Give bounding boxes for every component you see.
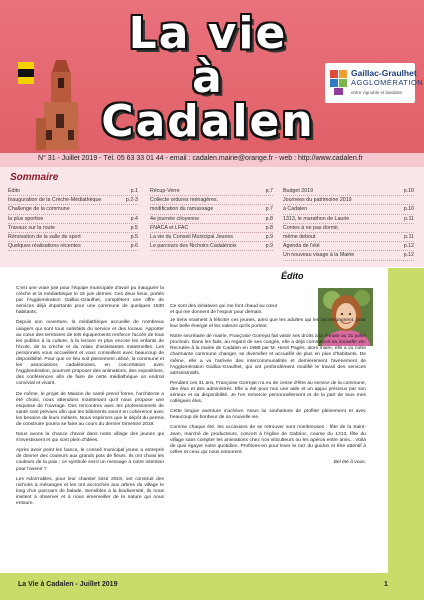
toc-entry-page <box>412 224 414 232</box>
toc-entry <box>8 187 138 196</box>
toc-entry-page: p.2-3 <box>125 197 138 204</box>
toc-entry <box>8 224 138 233</box>
toc-entry <box>8 242 138 251</box>
toc-entry <box>283 205 414 214</box>
toc-entry-page: p.7 <box>265 188 273 194</box>
toc-entry-page: p.1 <box>130 188 138 194</box>
title-line-2: à <box>192 52 224 103</box>
toc-column-3 <box>283 187 414 261</box>
edito-paragraph: Comme chaque été, les occasions de se retrouver sont nombreuses : fête de la Saint-Jean, marché de producteurs, concert à l'église de Gabrioc, course du 1313, fête du village sans compter les animations chez nos viticulteurs ou les apéros entre amis... Voilà de quoi égayer notre quotidien. Profitons-en pour lever le nez du guidon et être attentif à celles et ceux qui nous entourent. <box>170 425 366 455</box>
toc-entry-page: p.8 <box>265 215 273 222</box>
toc-entry <box>283 251 414 260</box>
toc-entry-label: à Cadalen <box>283 206 308 213</box>
edito-right-intro: Ce sont des initiatives qui me font chaud au cœur et qui me donnent de l'espoir pour demain. <box>170 304 278 316</box>
toc-entry <box>8 196 138 205</box>
toc-entry <box>283 196 414 205</box>
table-of-contents <box>0 167 424 267</box>
toc-entry-page: p.7 <box>265 206 273 213</box>
toc-entry-page: p.10 <box>403 206 414 213</box>
toc-entry-page <box>271 196 273 204</box>
title-line-1: La vie <box>128 8 288 59</box>
agglo-mark-icon <box>329 68 349 96</box>
toc-entry <box>150 196 273 205</box>
edito-paragraph: Depuis son ouverture, la médiathèque accueille de nombreux usagers qui sont tous satisfaits du service et des locaux. Apporter au cœur des territoires de tels équipements renforce l'accès de tous les publics à la culture, à la lecture et plus encore les enfants de l'école, de la crèche et du relais d'assistantes maternelles. Les personnels vous accueillent et vous conseillent avec beaucoup de disponibilité. Pour que ce lieu soit pleinement utilisé, la commune et les associations cadalénoises, en concertation avec l'Agglomération, pourront proposer des animations, des expositions, des conférences afin de faire de cette médiathèque un endroit convivial et vivant. <box>16 320 164 387</box>
edito-left-column <box>16 286 164 511</box>
toc-entry <box>150 224 273 233</box>
toc-entry-label: 4e journée citoyenne <box>150 215 200 222</box>
footer-title: La Vie à Cadalen - Juillet 2019 <box>18 581 118 588</box>
toc-entry-page: p.10 <box>403 188 414 194</box>
toc-column-2 <box>150 187 273 251</box>
toc-entry-label: 1313, le marathon de Laurie <box>283 215 350 222</box>
toc-entry-label: Récup-Verre <box>150 188 180 194</box>
logo-tagline: entre vignoble et bastides <box>351 90 403 95</box>
title-line-3: Cadalen <box>101 96 315 147</box>
toc-entry-label: Inauguration de la Crèche-Médiathèque <box>8 197 102 204</box>
issue-info-text: N° 31 - Juillet 2019 - Tél. 05 63 33 01 44 - email : cadalen.mairie@orange.fr - web : http://www.cadalen.fr <box>38 155 363 162</box>
toc-entry-label: modification du ramassage <box>150 206 214 213</box>
edito-paragraph: Nous avons la chance d'avoir dans notre village des jeunes qui s'investissent et qui sont plein d'idées. <box>16 432 164 444</box>
toc-entry <box>283 242 414 251</box>
edito-paragraph: Cette longue aventure s'achève. Nous lui souhaitons de profiter pleinement et avec beaucoup de bonheur de sa nouvelle vie. <box>170 409 366 421</box>
toc-entry-page: p.5 <box>130 233 138 240</box>
edito-signature: Bel été à vous. <box>333 459 366 465</box>
toc-entry <box>150 187 273 196</box>
edito-section <box>0 268 424 573</box>
toc-entry-page: p.5 <box>130 224 138 231</box>
toc-entry-label: Un nouveau visage à la Mairie <box>283 252 355 259</box>
toc-entry-label: Travaux sur la route <box>8 224 55 231</box>
edito-paragraph: Pendant ces 31 ans, Françoise Gorrejat n'a eu de cesse d'être au service de la commune, des élus et des administrés. Elle a été pour moi une aide et un appui précieux par son sérieux et sa disponibilité. Je l'en remercie personnellement et de la part de tous mes collègues élus. <box>170 380 366 405</box>
toc-entry-page <box>136 205 138 213</box>
toc-entry <box>283 215 414 224</box>
edito-paragraph: Je tiens vraiment à féliciter ces jeunes, ainsi que les adultes qui les accompagnent, pour leur belle énergie et les valeurs qu'ils portent. <box>170 318 366 330</box>
coat-of-arms-icon <box>18 62 34 84</box>
green-side-band <box>388 268 424 573</box>
masthead <box>0 0 424 153</box>
toc-entry-label: Agenda de l'été <box>283 243 320 250</box>
edito-heading: Édito <box>281 271 304 281</box>
toc-entry-label: Contes à ne pas dormir, <box>283 224 340 231</box>
toc-entry <box>8 205 138 214</box>
issue-info-bar <box>0 153 424 167</box>
toc-entry <box>8 215 138 224</box>
toc-entry-page: p.9 <box>265 243 273 250</box>
toc-title: Sommaire <box>10 172 59 183</box>
toc-entry <box>150 215 273 224</box>
toc-entry-label: Collecte ordures ménagères, <box>150 197 219 204</box>
toc-entry <box>283 233 414 242</box>
toc-entry-label: Quelques réalisations récentes <box>8 243 81 250</box>
edito-right-column <box>170 318 366 470</box>
toc-entry-page: p.4 <box>130 215 138 222</box>
logo-line-2: AGGLOMÉRATION <box>351 78 424 87</box>
toc-entry-page: p.9 <box>265 233 273 240</box>
edito-paragraph: C'est une vraie joie pour l'équipe municipale d'avoir pu inaugurer la crèche et la médiathèque le 15 juin dernier. Ces deux lieux, portés par l'Agglomération Gaillac-Graulhet, complètent une offre de services déjà importante pour une commune de quelques 1530 habitants. <box>16 286 164 316</box>
toc-entry-label: la plus sportive <box>8 215 44 222</box>
edito-paragraph: De même, le projet de Maison de santé prend forme, l'architecte a été choisi, nous attendons maintenant qu'il nous propose une esquisse de l'ouvrage. Des rencontres avec les professionnels de santé sont prévues afin que les bâtiments soient en cohérence avec les besoins de leurs métiers. Nous espérons que le dépôt du permis de construire pourra se faire au cours du dernier trimestre 2019. <box>16 391 164 427</box>
toc-entry-page: p.11 <box>404 233 414 240</box>
toc-entry <box>283 187 414 196</box>
toc-entry-label: même debout <box>283 233 316 240</box>
toc-entry-page: p.11 <box>404 215 414 222</box>
church-tower-image <box>36 58 86 150</box>
toc-entry-page: p.6 <box>130 243 138 250</box>
toc-entry-page <box>412 196 414 204</box>
toc-entry-label: FNACA et LFAC <box>150 224 189 231</box>
toc-entry-label: Budget 2019 <box>283 188 314 194</box>
agglomeration-logo <box>325 63 424 103</box>
toc-entry-page: p.12 <box>403 243 414 250</box>
edito-paragraph: Après avoir peint les bancs, le conseil municipal jeune a entrepris de donner des couleurs aux grands pots de fleurs. Ils ont choisi les couleurs de la paix ; ce symbole est-il un message à notre intention pour l'avenir ? <box>16 448 164 472</box>
edito-paragraph: Notre secrétaire de mairie, Françoise Gorrejat fait valoir ses droits à la retraite au 31 juillet prochain. Dans les faits, au regard de ses congés, elle a déjà commencé sa nouvelle vie. Recrutée à la mairie de Cadalen en 1988 par M. Henri Pagès, alors maire, elle a vu notre charmante commune changer, se diversifier et accueillir de plus en plus d'habitants. De même, elle a vu l'arrivée des intercommunalités et dernièrement l'avènement de l'Agglomération Gaillac-Graulhet, qui ont profondément modifié le travail des services administratifs. <box>170 334 366 376</box>
toc-entry <box>150 233 273 242</box>
logo-line-1: Gaillac-Graulhet <box>351 68 417 78</box>
page-footer <box>0 573 424 600</box>
toc-entry-page: p.8 <box>265 224 273 231</box>
toc-entry-label: Journées du patrimoine 2019 <box>283 197 352 204</box>
edito-paragraph: Les Ados'rables, pour leur chantier loisir 2019, ont construit des nichoirs à mésanges et les ont accrochés aux arbres du village le long d'un parcours de balade. Sensibles à la biodiversité, ils nous invitent à observer et à nous émerveiller de la nature qui nous entoure. <box>16 476 164 506</box>
toc-entry <box>8 233 138 242</box>
toc-entry <box>150 205 273 214</box>
toc-entry-page: p.12 <box>403 252 414 259</box>
toc-entry-label: Édito <box>8 188 21 194</box>
toc-entry-label: Challenge de la commune <box>8 206 70 213</box>
toc-entry-label: Rénovation de la salle de sport <box>8 233 81 240</box>
toc-column-1 <box>8 187 138 251</box>
toc-entry <box>150 242 273 251</box>
toc-entry <box>283 224 414 233</box>
toc-entry-label: La vie du Conseil Municipal Jeunes <box>150 233 234 240</box>
toc-entry-label: Le parcours des Nichoirs Cadalénois <box>150 243 237 250</box>
page-number: 1 <box>384 581 388 588</box>
